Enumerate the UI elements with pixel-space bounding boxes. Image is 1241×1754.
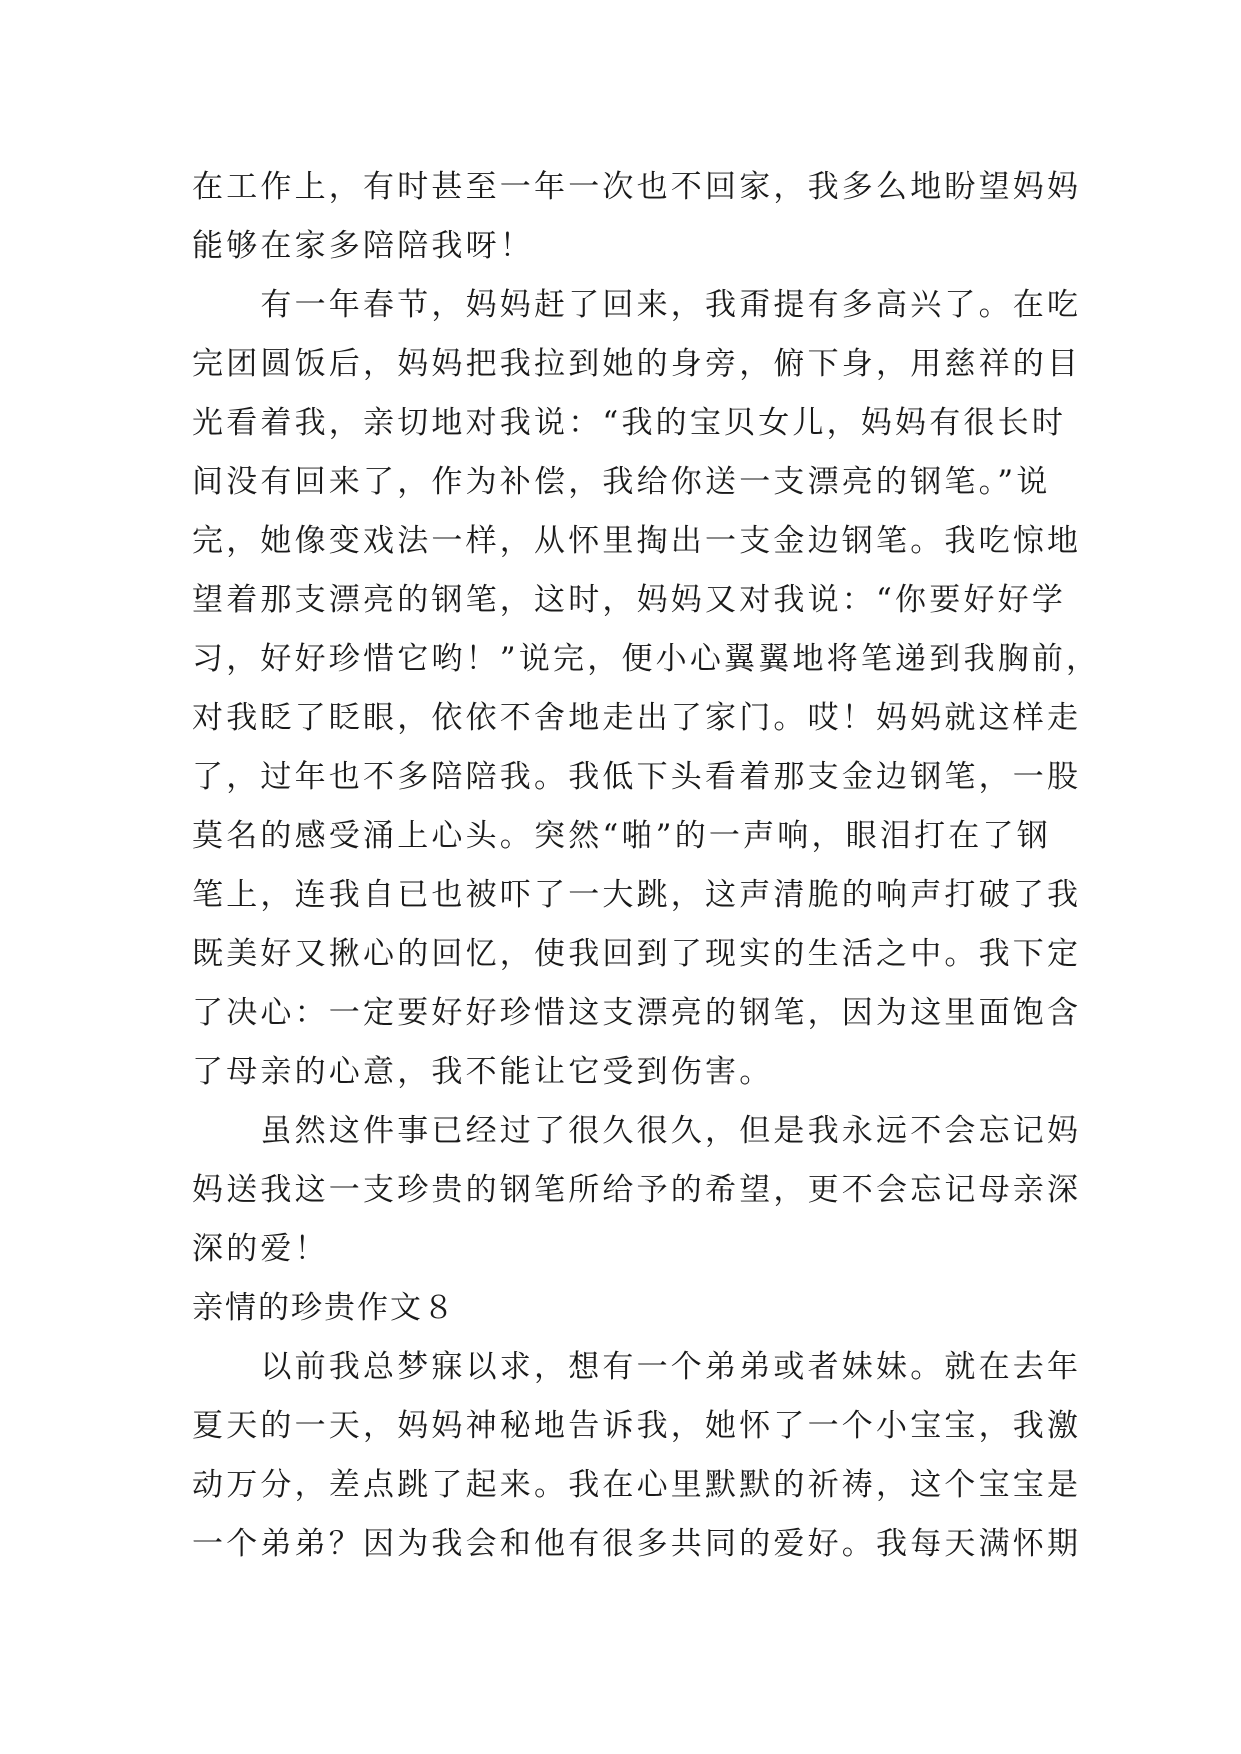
text-line: 能够在家多陪陪我呀！ [192, 228, 534, 264]
text-line: 虽然这件事已经过了很久很久，但是我永远不会忘记妈 [192, 1113, 1082, 1149]
text-line: 对我眨了眨眼，依依不舍地走出了家门。哎！妈妈就这样走 [192, 700, 1082, 736]
text-line: 一个弟弟？因为我会和他有很多共同的爱好。我每天满怀期 [192, 1526, 1082, 1562]
text-line: 深的爱！ [192, 1231, 329, 1267]
text-line: 在工作上，有时甚至一年一次也不回家，我多么地盼望妈妈 [192, 169, 1082, 205]
text-line: 光看着我，亲切地对我说：“我的宝贝女儿，妈妈有很长时 [192, 405, 1067, 441]
text-line: 妈送我这一支珍贵的钢笔所给予的希望，更不会忘记母亲深 [192, 1172, 1082, 1208]
text-line: 完团圆饭后，妈妈把我拉到她的身旁，俯下身，用慈祥的目 [192, 346, 1082, 382]
text-line: 了母亲的心意，我不能让它受到伤害。 [192, 1054, 774, 1090]
text-line: 间没有回来了，作为补偿，我给你送一支漂亮的钢笔。”说 [192, 464, 1051, 500]
text-line: 以前我总梦寐以求，想有一个弟弟或者妹妹。就在去年 [192, 1349, 1082, 1385]
text-line: 笔上，连我自已也被吓了一大跳，这声清脆的响声打破了我 [192, 877, 1082, 913]
document-page [192, 158, 1101, 1574]
text-line: 有一年春节，妈妈赶了回来，我甭提有多高兴了。在吃 [192, 287, 1082, 323]
text-line: 习，好好珍惜它哟！”说完，便小心翼翼地将笔递到我胸前， [192, 641, 1101, 677]
text-line: 了决心：一定要好好珍惜这支漂亮的钢笔，因为这里面饱含 [192, 995, 1082, 1031]
section-heading: 亲情的珍贵作文８ [192, 1290, 456, 1326]
text-line: 动万分，差点跳了起来。我在心里默默的祈祷，这个宝宝是 [192, 1467, 1082, 1503]
text-line: 夏天的一天，妈妈神秘地告诉我，她怀了一个小宝宝，我激 [192, 1408, 1082, 1444]
text-line: 了，过年也不多陪陪我。我低下头看着那支金边钢笔，一股 [192, 759, 1082, 795]
text-line: 既美好又揪心的回忆，使我回到了现实的生活之中。我下定 [192, 936, 1082, 972]
text-line: 望着那支漂亮的钢笔，这时，妈妈又对我说：“你要好好学 [192, 582, 1067, 618]
text-line: 莫名的感受涌上心头。突然“啪”的一声响，眼泪打在了钢 [192, 818, 1051, 854]
text-line: 完，她像变戏法一样，从怀里掏出一支金边钢笔。我吃惊地 [192, 523, 1082, 559]
